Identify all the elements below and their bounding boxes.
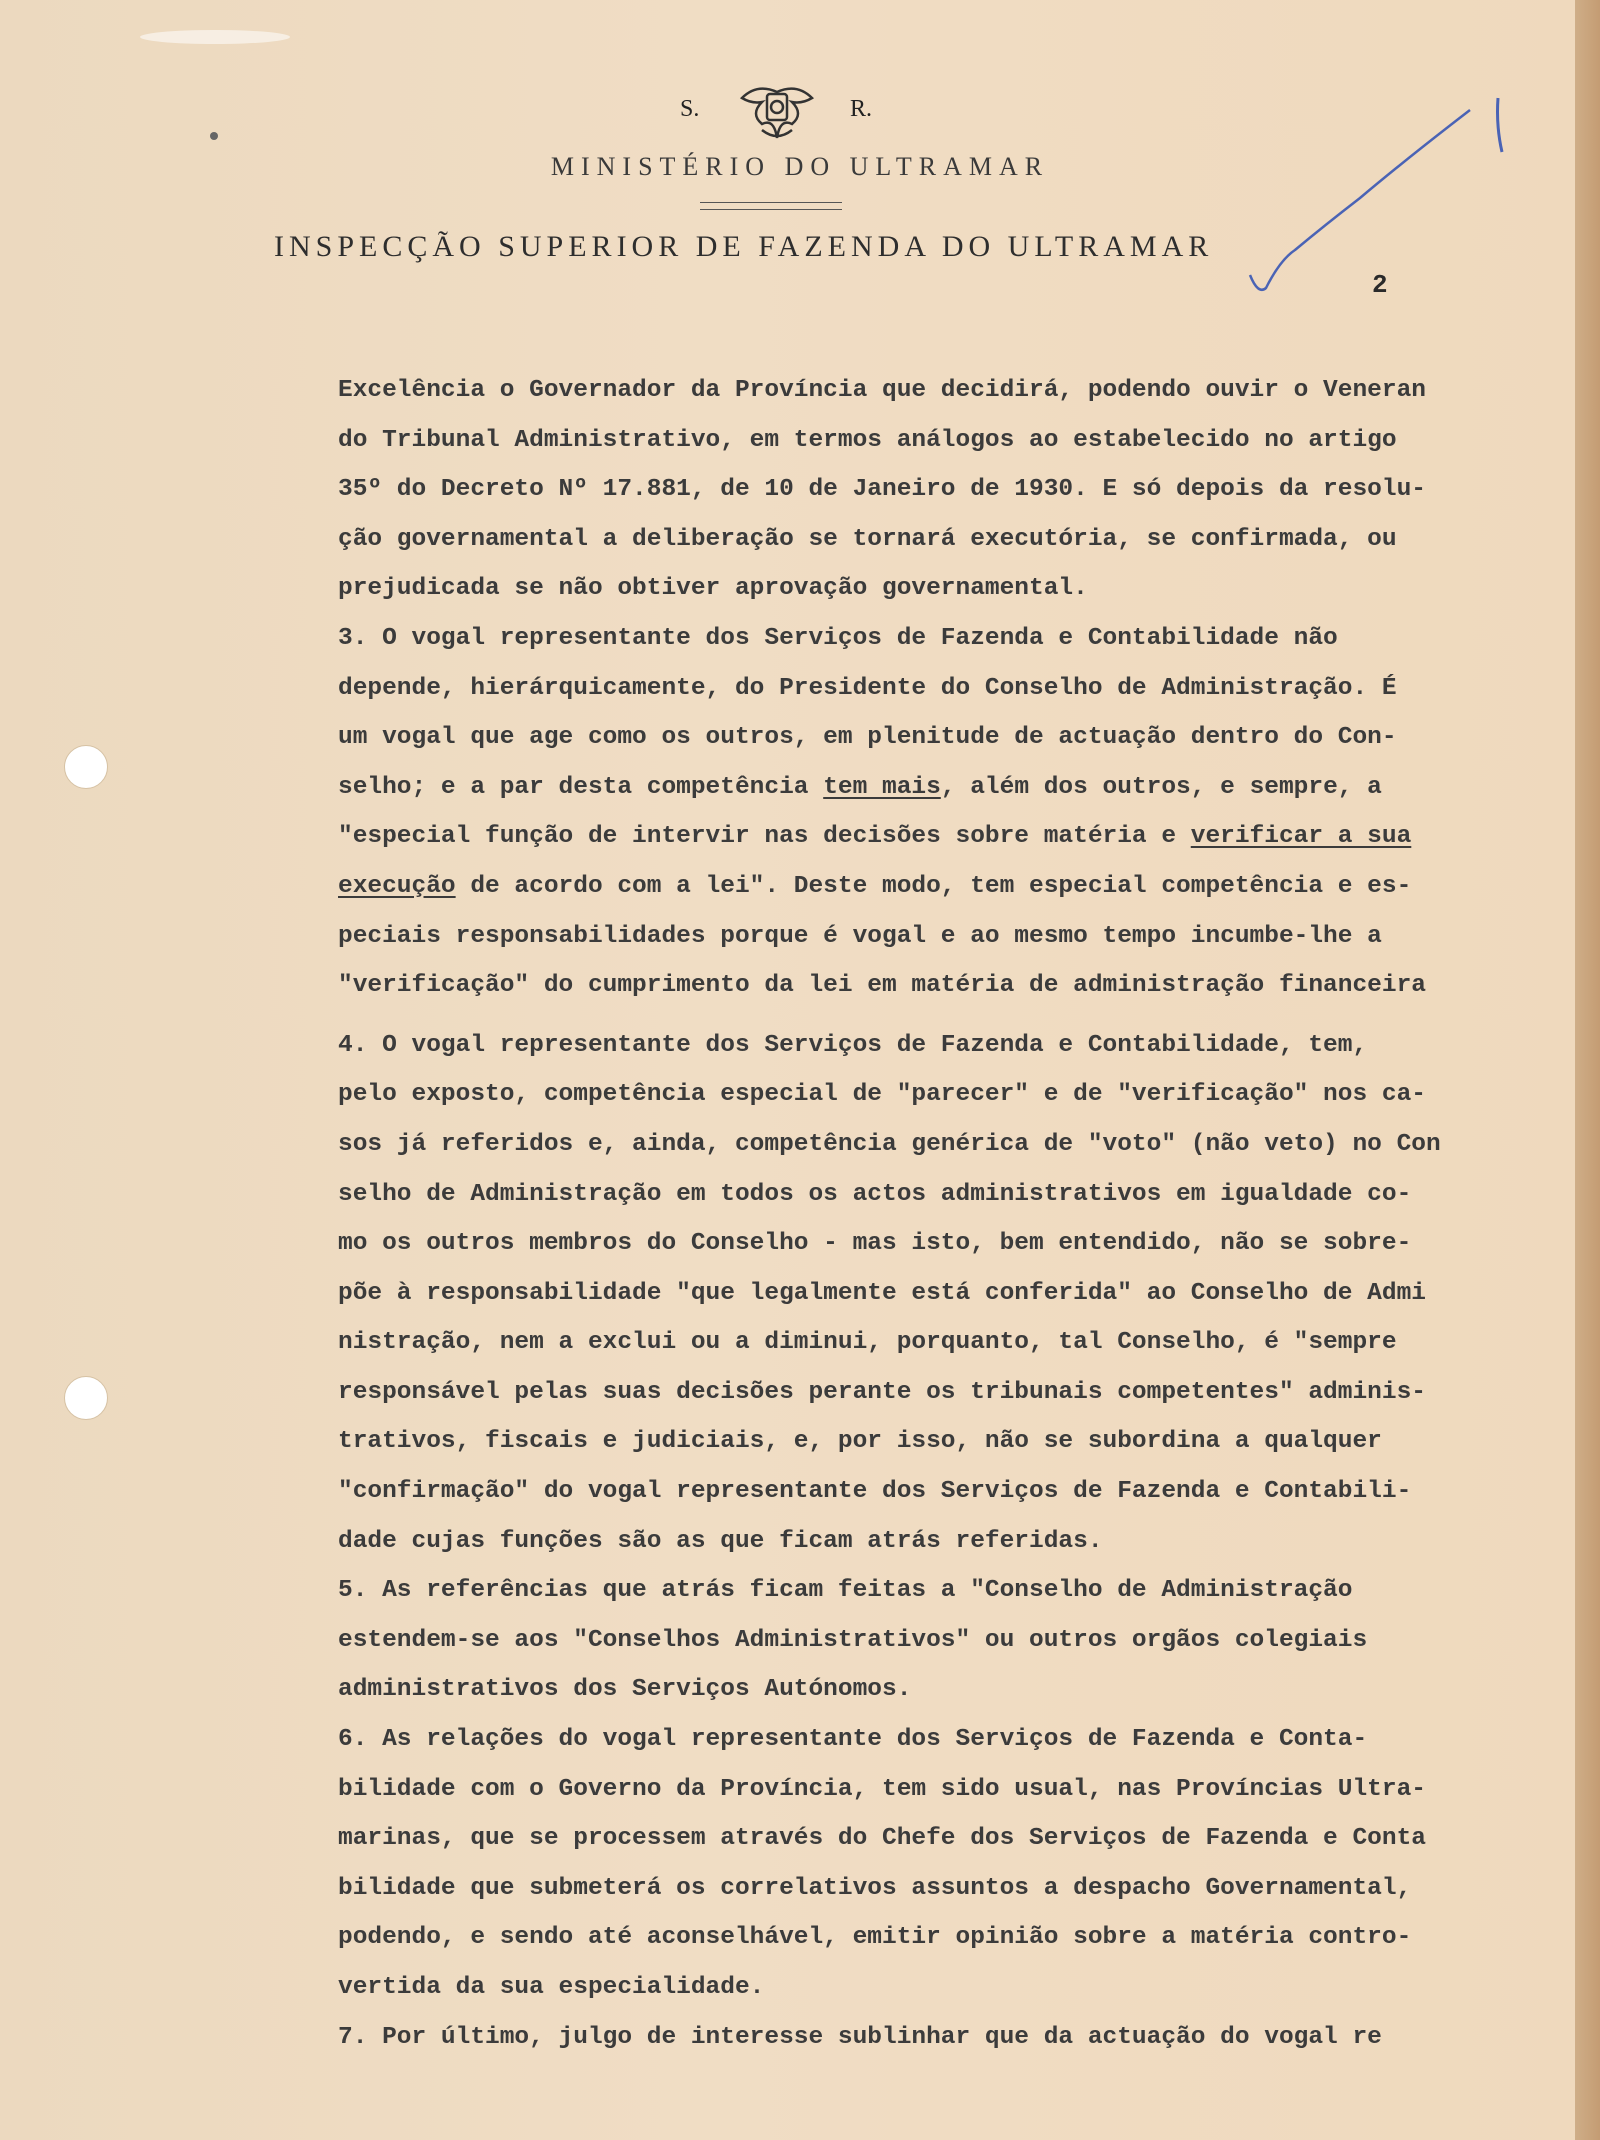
department-title: INSPECÇÃO SUPERIOR DE FAZENDA DO ULTRAMAR <box>274 230 1214 263</box>
underlined-text: verificar a sua <box>1190 823 1412 851</box>
punch-hole <box>64 745 108 789</box>
text-line: estendem-se aos "Conselhos Administrativos" ou outros orgãos colegiais <box>338 1626 1368 1654</box>
letter-r: R. <box>850 96 873 122</box>
letter-body <box>338 366 1578 2062</box>
text-fragment: selho; e a par desta competência <box>338 773 824 801</box>
punch-hole <box>64 1376 108 1420</box>
text-line: um vogal que age como os outros, em plenitude de actuação dentro do Con- <box>338 724 1397 752</box>
text-line: 3. O vogal representante dos Serviços de Fazenda e Contabilidade não <box>338 624 1338 652</box>
text-line: prejudicada se não obtiver aprovação governamental. <box>338 575 1088 603</box>
underlined-text: tem mais <box>823 773 941 801</box>
text-line: dade cujas funções são as que ficam atrás referidas. <box>338 1527 1103 1555</box>
text-line: trativos, fiscais e judiciais, e, por isso, não se subordina a qualquer <box>338 1428 1382 1456</box>
text-line: vertida da sua especialidade. <box>338 1974 765 2001</box>
text-line: 35º do Decreto Nº 17.881, de 10 de Janeiro de 1930. E só depois da resolu- <box>338 476 1426 504</box>
text-line <box>338 862 1578 912</box>
text-fragment: "especial função de intervir nas decisões sobre matéria e <box>338 823 1191 851</box>
paper-speck <box>210 132 218 140</box>
pen-checkmark-icon <box>1240 90 1540 320</box>
text-line: 6. As relações do vogal representante dos Serviços de Fazenda e Conta- <box>338 1726 1368 1754</box>
letterhead-crest-row <box>660 78 920 148</box>
text-line: "confirmação" do vogal representante dos Serviços de Fazenda e Contabili- <box>338 1478 1412 1506</box>
text-line: responsável pelas suas decisões perante os tribunais competentes" adminis- <box>338 1378 1426 1406</box>
text-line: 5. As referências que atrás ficam feitas a "Conselho de Administração <box>338 1577 1353 1605</box>
text-line: ção governamental a deliberação se tornará executória, se confirmada, ou <box>338 525 1397 553</box>
page-number: 2 <box>1372 270 1388 300</box>
letter-s: S. <box>680 96 700 122</box>
text-line: marinas, que se processem através do Chefe dos Serviços de Fazenda e Conta <box>338 1825 1426 1853</box>
text-line: mo os outros membros do Conselho - mas isto, bem entendido, não se sobre- <box>338 1230 1412 1258</box>
underlined-text: execução <box>338 872 456 900</box>
paper-stain <box>140 30 290 44</box>
text-line: põe à responsabilidade "que legalmente está conferida" ao Conselho de Admi <box>338 1279 1426 1307</box>
text-line: administrativos dos Serviços Autónomos. <box>338 1676 912 1704</box>
ministry-title: MINISTÉRIO DO ULTRAMAR <box>550 152 1050 181</box>
text-line: nistração, nem a exclui ou a diminui, porquanto, tal Conselho, é "sempre <box>338 1329 1397 1357</box>
text-line: sos já referidos e, ainda, competência genérica de "voto" (não veto) no Con <box>338 1130 1441 1158</box>
text-line: "verificação" do cumprimento da lei em matéria de administração financeira <box>338 972 1426 1000</box>
text-fragment: , além dos outros, e sempre, a <box>940 773 1382 801</box>
text-line: bilidade com o Governo da Província, tem sido usual, nas Províncias Ultra- <box>338 1775 1426 1803</box>
text-line <box>338 763 1578 813</box>
text-line: 7. Por último, julgo de interesse sublinhar que da actuação do vogal re <box>338 2023 1382 2051</box>
text-line: podendo, e sendo até aconselhável, emitir opinião sobre a matéria contro- <box>338 1924 1412 1952</box>
text-line: do Tribunal Administrativo, em termos análogos ao estabelecido no artigo <box>338 426 1397 454</box>
coat-of-arms-icon <box>732 78 822 146</box>
text-line: 4. O vogal representante dos Serviços de Fazenda e Contabilidade, tem, <box>338 1031 1368 1059</box>
text-line: Excelência o Governador da Província que decidirá, podendo ouvir o Veneran <box>338 377 1426 404</box>
text-line: depende, hierárquicamente, do Presidente do Conselho de Administração. É <box>338 674 1397 702</box>
text-line <box>338 812 1578 862</box>
text-line: peciais responsabilidades porque é vogal e ao mesmo tempo incumbe-lhe a <box>338 922 1382 950</box>
page-edge <box>1575 0 1600 2140</box>
text-line: pelo exposto, competência especial de "parecer" e de "verificação" nos ca- <box>338 1081 1426 1109</box>
title-double-rule <box>700 202 842 210</box>
text-line: selho de Administração em todos os actos administrativos em igualdade co- <box>338 1180 1412 1208</box>
text-fragment: de acordo com a lei". Deste modo, tem especial competência e es- <box>455 872 1412 900</box>
text-line: bilidade que submeterá os correlativos assuntos a despacho Governamental, <box>338 1874 1412 1902</box>
